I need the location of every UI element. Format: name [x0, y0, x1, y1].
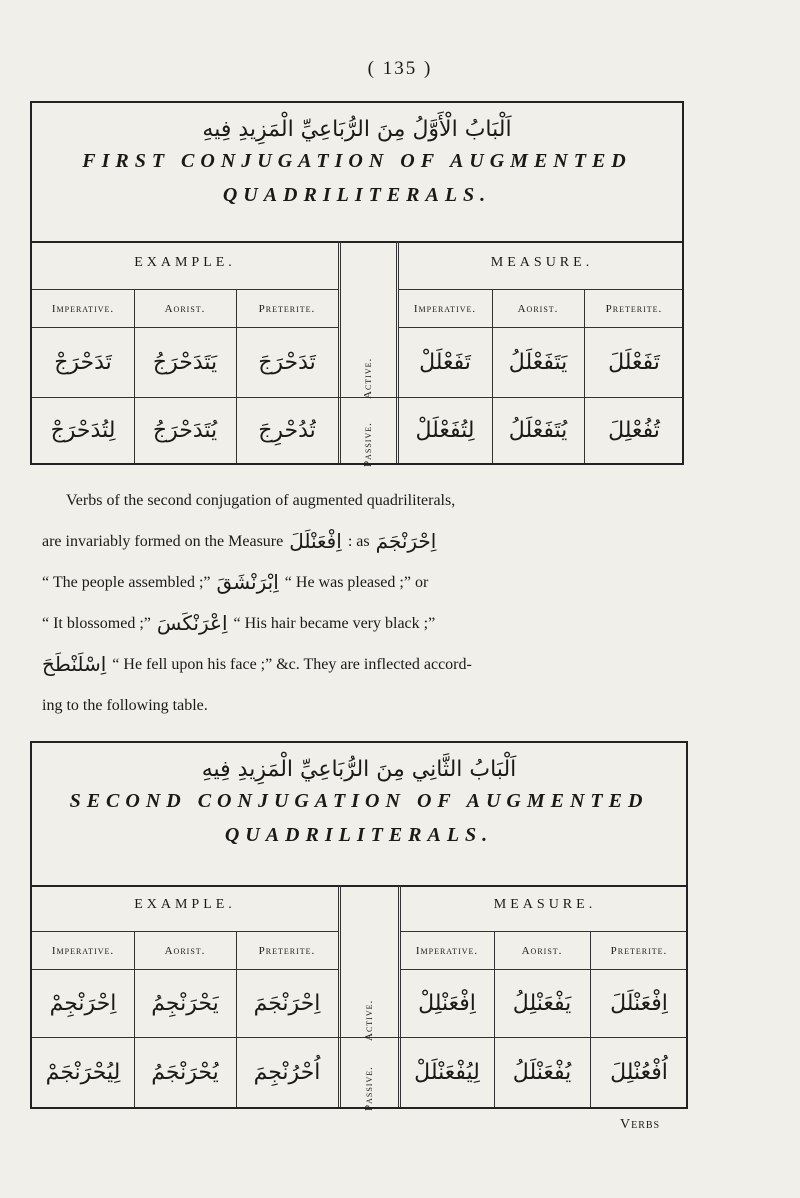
arabic-word: اِفْعَنْلَلَ [289, 529, 342, 553]
second-conjugation-table [30, 741, 688, 1109]
paragraph-line [42, 521, 682, 562]
paragraph-text: “ He was pleased ;” or [284, 574, 429, 591]
active-label: Active. [363, 999, 375, 1041]
example-active-preterite: اِحْرَنْجَمَ [253, 990, 321, 1016]
passive-label: Passive. [363, 1066, 375, 1111]
conjugation-grid [32, 241, 682, 467]
table-title-line-1: SECOND CONJUGATION OF AUGMENTED [69, 790, 649, 812]
measure-active-preterite: تَفَعْلَلَ [608, 349, 660, 375]
col-preterite: Preterite. [605, 303, 663, 315]
measure-passive-aorist: يُتَفَعْلَلُ [508, 417, 568, 443]
measure-active-aorist: يَفْعَنْلِلُ [512, 990, 572, 1016]
table-title-line-2: QUADRILITERALS. [224, 824, 494, 846]
col-aorist: Aorist. [521, 945, 563, 957]
measure-active-preterite: اِفْعَنْلَلَ [610, 990, 668, 1016]
first-conjugation-table [30, 101, 684, 465]
measure-active-aorist: يَتَفَعْلَلُ [508, 349, 568, 375]
measure-passive-preterite: تُفُعْلِلَ [608, 417, 660, 443]
arabic-word: اِسْلَنْطَحَ [42, 652, 107, 676]
col-preterite: Preterite. [610, 945, 668, 957]
example-active-aorist: يَتَدَحْرَجُ [152, 349, 218, 375]
paragraph-text: “ It blossomed ;” [42, 615, 151, 632]
example-passive-preterite: تُدُحْرِجَ [258, 417, 316, 443]
col-aorist: Aorist. [164, 945, 206, 957]
measure-passive-imperative: لِتُفَعْلَلْ [415, 417, 475, 443]
example-passive-aorist: يُتَدَحْرَجُ [152, 417, 218, 443]
table-title-arabic: اَلْبَابُ الْأَوَّلُ مِنَ الرُّبَاعِيِّ الْمَزِيدِ فِيهِ [202, 117, 512, 142]
paragraph-text: “ He fell upon his face ;” &c. They are inflected accord- [112, 656, 472, 673]
example-active-imperative: اِحْرَنْجِمْ [49, 990, 117, 1016]
example-active-aorist: يَحْرَنْجِمُ [151, 990, 219, 1016]
col-preterite: Preterite. [258, 945, 316, 957]
example-passive-imperative: لِتُدَحْرَجْ [50, 417, 116, 443]
measure-active-imperative: تَفَعْلَلْ [419, 349, 471, 375]
body-paragraph [42, 480, 682, 726]
table-title-block [32, 103, 682, 243]
table-title-line-1: FIRST CONJUGATION OF AUGMENTED [82, 150, 632, 172]
table-title-line-2: QUADRILITERALS. [222, 184, 492, 206]
measure-header: MEASURE. [490, 255, 594, 270]
paragraph-line [42, 644, 682, 685]
table-title-arabic: اَلْبَابُ الثَّانِي مِنَ الرُّبَاعِيِّ الْمَزِيدِ فِيهِ [201, 757, 517, 782]
page-number: ( 135 ) [367, 58, 433, 79]
example-header: EXAMPLE. [134, 897, 236, 912]
paragraph-line [42, 480, 682, 521]
conjugation-grid [32, 885, 686, 1111]
col-imperative: Imperative. [51, 945, 115, 957]
catchword: Verbs [620, 1117, 661, 1132]
paragraph-text: ing to the following table. [42, 697, 208, 714]
paragraph-text: : as [347, 533, 370, 550]
paragraph-text: Verbs of the second conjugation of augmented quadriliterals, [66, 492, 456, 509]
active-label: Active. [362, 357, 374, 399]
col-preterite: Preterite. [258, 303, 316, 315]
col-imperative: Imperative. [51, 303, 115, 315]
measure-passive-preterite: اُفْعُنْلِلَ [610, 1059, 668, 1085]
arabic-word: اِحْرَنْجَمَ [375, 529, 437, 553]
measure-active-imperative: اِفْعَنْلِلْ [418, 990, 476, 1016]
example-active-imperative: تَدَحْرَجْ [54, 349, 112, 375]
table-title-block [32, 743, 686, 887]
example-header: EXAMPLE. [134, 255, 236, 270]
example-active-preterite: تَدَحْرَجَ [258, 349, 316, 375]
arabic-word: اِعْرَنْكَسَ [156, 611, 228, 635]
paragraph-line [42, 685, 682, 726]
measure-passive-aorist: يُفْعَنْلَلُ [512, 1059, 572, 1085]
passive-label: Passive. [362, 422, 374, 467]
paragraph-text: “ The people assembled ;” [42, 574, 211, 591]
col-aorist: Aorist. [517, 303, 559, 315]
col-imperative: Imperative. [415, 945, 479, 957]
paragraph-line [42, 603, 682, 644]
arabic-word: اِبْرَنْشَقَ [216, 570, 279, 594]
example-passive-aorist: يُحْرَنْجَمُ [151, 1059, 219, 1085]
paragraph-text: are invariably formed on the Measure [42, 533, 284, 550]
paragraph-line [42, 562, 682, 603]
example-passive-imperative: لِيُحْرَنْجَمْ [45, 1059, 121, 1085]
col-imperative: Imperative. [413, 303, 477, 315]
example-passive-preterite: اُحْرُنْجِمَ [253, 1059, 321, 1085]
paragraph-text: “ His hair became very black ;” [233, 615, 436, 632]
measure-header: MEASURE. [493, 897, 597, 912]
measure-passive-imperative: لِيُفْعَنْلَلْ [414, 1059, 480, 1085]
col-aorist: Aorist. [164, 303, 206, 315]
